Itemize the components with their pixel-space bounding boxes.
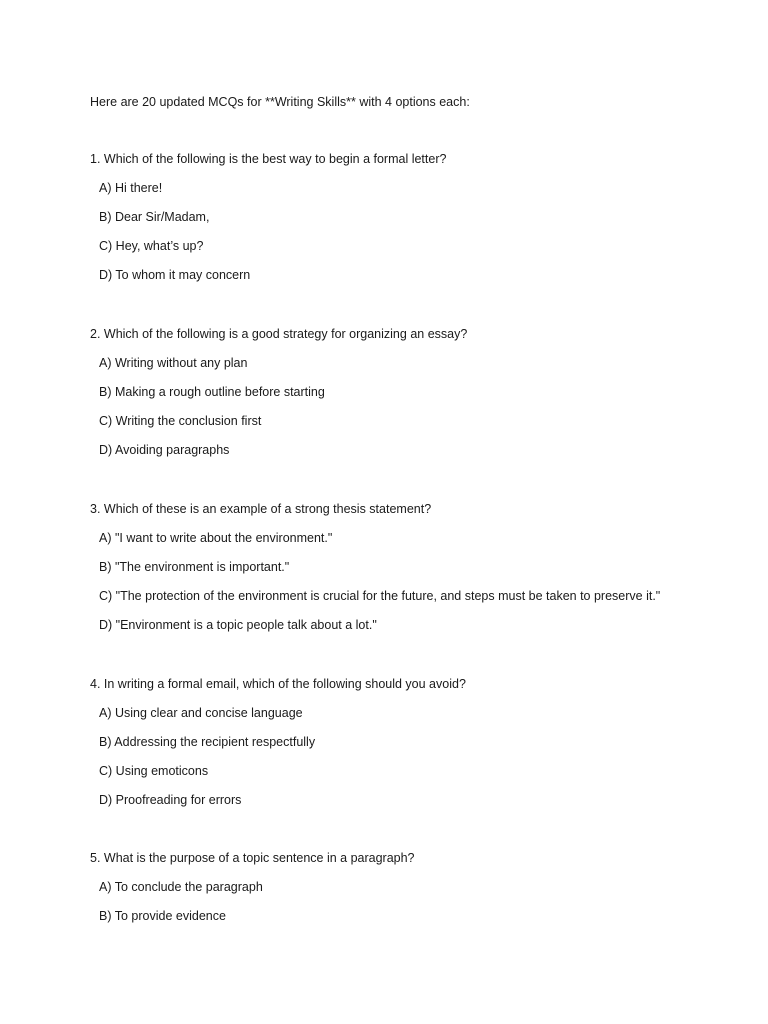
option-b: B) Addressing the recipient respectfully — [99, 735, 316, 749]
question-2 — [90, 326, 750, 458]
option-a: A) To conclude the paragraph — [99, 880, 263, 894]
option-c: C) "The protection of the environment is crucial for the future, and steps must be taken to preserve it." — [99, 589, 661, 603]
option-c: C) Hey, what’s up? — [99, 239, 204, 253]
option-d: D) Proofreading for errors — [99, 793, 242, 807]
intro-text: Here are 20 updated MCQs for **Writing Skills** with 4 options each: — [90, 95, 470, 109]
option-b: B) Making a rough outline before starting — [99, 385, 325, 399]
question-5 — [90, 850, 750, 924]
question-prompt: 5. What is the purpose of a topic sentence in a paragraph? — [90, 851, 415, 865]
question-prompt: 3. Which of these is an example of a strong thesis statement? — [90, 502, 432, 516]
question-prompt: 2. Which of the following is a good strategy for organizing an essay? — [90, 327, 468, 341]
question-prompt: 1. Which of the following is the best way to begin a formal letter? — [90, 152, 447, 166]
option-b: B) Dear Sir/Madam, — [99, 210, 210, 224]
option-a: A) "I want to write about the environment." — [99, 531, 333, 545]
option-c: C) Writing the conclusion first — [99, 414, 262, 428]
option-d: D) "Environment is a topic people talk about a lot." — [99, 618, 377, 632]
question-3 — [90, 501, 750, 633]
option-b: B) "The environment is important." — [99, 560, 290, 574]
question-prompt: 4. In writing a formal email, which of the following should you avoid? — [90, 677, 466, 691]
option-d: D) Avoiding paragraphs — [99, 443, 230, 457]
option-c: C) Using emoticons — [99, 764, 209, 778]
option-b: B) To provide evidence — [99, 909, 226, 923]
option-d: D) To whom it may concern — [99, 268, 251, 282]
question-4 — [90, 676, 750, 808]
option-a: A) Hi there! — [99, 181, 163, 195]
question-1 — [90, 151, 750, 283]
option-a: A) Using clear and concise language — [99, 706, 303, 720]
option-a: A) Writing without any plan — [99, 356, 248, 370]
